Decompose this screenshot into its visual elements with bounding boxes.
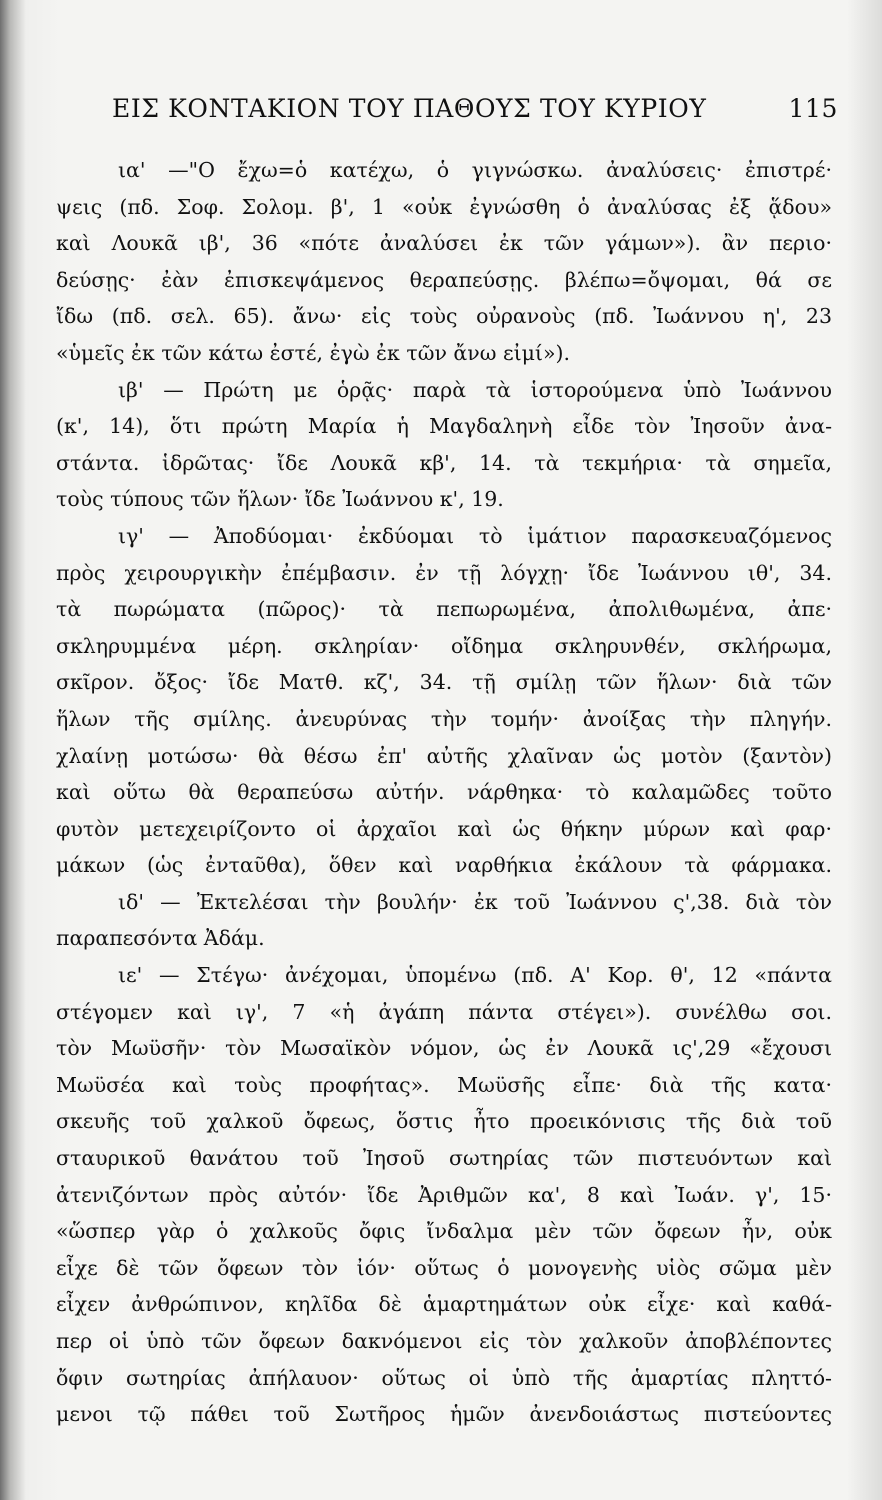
line-text: περ οἱ ὑπὸ τῶν ὄφεων δακνόμενοι εἰς τὸν χαλκοῦν ἀποβλέποντες — [56, 1329, 832, 1353]
line-text: παραπεσόντα Ἀδάμ. — [56, 926, 265, 951]
header-title: ΕΙΣ ΚΟΝΤΑΚΙΟΝ ΤΟΥ ΠΑΘΟΥΣ ΤΟΥ ΚΥΡΙΟΥ — [112, 94, 707, 123]
line-text: ἴδω (πδ. σελ. 65). ἄνω· εἰς τοὺς οὐρανοὺς (πδ. Ἰωάννου η', 23 — [56, 304, 832, 329]
text-line — [56, 555, 832, 592]
line-text: σκληρυμμένα μέρη. σκληρίαν· οἴδημα σκληρυνθέν, σκλήρωμα, — [56, 633, 832, 658]
text-line — [56, 774, 832, 811]
commentary-text — [56, 152, 832, 1433]
line-text: ιγ' — Ἀποδύομαι· ἐκδύομαι τὸ ἱμάτιον παρασκευαζόμενος — [118, 523, 832, 548]
line-text: εἶχε δὲ τῶν ὄφεων τὸν ἰόν· οὕτως ὁ μονογενὴς υἱὸς σῶμα μὲν — [56, 1255, 832, 1280]
line-text: μενοι τῷ πάθει τοῦ Σωτῆρος ἡμῶν ἀνενδοιάστως πιστεύοντες — [56, 1402, 832, 1427]
line-text: σκευῆς τοῦ χαλκοῦ ὄφεως, ὅστις ἦτο προεικόνισις τῆς διὰ τοῦ — [56, 1109, 832, 1134]
text-line — [56, 664, 832, 701]
text-line — [56, 189, 832, 226]
text-line — [56, 701, 832, 738]
line-text: φυτὸν μετεχειρίζοντο οἱ ἀρχαῖοι καὶ ὡς θήκην μύρων καὶ φαρ· — [56, 816, 832, 841]
line-text: καὶ οὕτω θὰ θεραπεύσω αὐτήν. νάρθηκα· τὸ καλαμῶδες τοῦτο — [56, 780, 832, 805]
line-text: ἥλων τῆς σμίλης. ἀνευρύνας τὴν τομήν· ἀνοίξας τὴν πληγήν. — [56, 706, 832, 731]
text-line — [56, 1396, 832, 1433]
line-text: «ὑμεῖς ἐκ τῶν κάτω ἐστέ, ἐγὼ ἐκ τῶν ἄνω εἰμί»). — [56, 340, 571, 365]
text-line — [56, 1213, 832, 1250]
text-line — [56, 445, 832, 482]
text-line — [56, 335, 832, 372]
text-line — [56, 920, 832, 957]
line-text: ια' —"Ο ἔχω=ὁ κατέχω, ὁ γιγνώσκω. ἀναλύσεις· ἐπιστρέ· — [118, 158, 832, 182]
text-line — [56, 372, 832, 409]
text-line — [56, 1030, 832, 1067]
line-text: ὄφιν σωτηρίας ἀπήλαυον· οὕτως οἱ ὑπὸ τῆς ἁμαρτίας πληττό- — [56, 1365, 832, 1390]
line-text: τὸν Μωϋσῆν· τὸν Μωσαϊκὸν νόμον, ὡς ἐν Λουκᾶ ις',29 «ἔχουσι — [56, 1036, 832, 1061]
text-line — [56, 298, 832, 335]
text-line — [56, 1177, 832, 1214]
line-text: τὰ πωρώματα (πῶρος)· τὰ πεπωρωμένα, ἀπολιθωμένα, ἀπε· — [56, 597, 832, 622]
line-text: ιε' — Στέγω· ἀνέχομαι, ὑπομένω (πδ. Α' Κορ. θ', 12 «πάντα — [118, 963, 832, 988]
line-text: εἶχεν ἀνθρώπινον, κηλῖδα δὲ ἁμαρτημάτων οὐκ εἶχε· καὶ καθά- — [56, 1292, 832, 1317]
text-line — [56, 957, 832, 994]
line-text: καὶ Λουκᾶ ιβ', 36 «πότε ἀναλύσει ἐκ τῶν γάμων»). ἂν περιο· — [56, 231, 832, 256]
page-number: 115 — [788, 94, 838, 123]
text-line — [56, 1140, 832, 1177]
line-text: στέγομεν καὶ ιγ', 7 «ἡ ἀγάπη πάντα στέγει»). συνέλθω σοι. — [56, 999, 832, 1024]
text-line — [56, 1103, 832, 1140]
text-line — [56, 1250, 832, 1287]
line-text: ιδ' — Ἐκτελέσαι τὴν βουλήν· ἐκ τοῦ Ἰωάννου ς',38. διὰ τὸν — [118, 889, 832, 914]
line-text: χλαίνῃ μοτώσω· θὰ θέσω ἐπ' αὐτῆς χλαῖναν ὡς μοτὸν (ξαντὸν) — [56, 743, 832, 768]
line-text: ἀτενιζόντων πρὸς αὐτόν· ἴδε Ἀριθμῶν κα', 8 καὶ Ἰωάν. γ', 15· — [56, 1182, 832, 1207]
text-line — [56, 481, 832, 518]
text-line — [56, 408, 832, 445]
line-text: ιβ' — Πρώτη με ὁρᾷς· παρὰ τὰ ἱστορούμενα ὑπὸ Ἰωάννου — [118, 377, 832, 402]
line-text: Μωϋσέα καὶ τοὺς προφήτας». Μωϋσῆς εἶπε· διὰ τῆς κατα· — [56, 1072, 832, 1097]
text-line — [56, 1323, 832, 1360]
text-line — [56, 591, 832, 628]
line-text: (κ', 14), ὅτι πρώτη Μαρία ἡ Μαγδαληνὴ εἶδε τὸν Ἰησοῦν ἀνα- — [56, 414, 832, 439]
text-line — [56, 1286, 832, 1323]
text-line — [56, 262, 832, 299]
text-line — [56, 811, 832, 848]
line-text: μάκων (ὡς ἐνταῦθα), ὅθεν καὶ ναρθήκια ἐκάλουν τὰ φάρμακα. — [56, 853, 832, 878]
line-text: δεύσῃς· ἐὰν ἐπισκεψάμενος θεραπεύσῃς. βλέπω=ὄψομαι, θά σε — [56, 267, 832, 292]
text-line — [56, 884, 832, 921]
text-line — [56, 152, 832, 189]
text-line — [56, 628, 832, 665]
line-text: σκῖρον. ὄξος· ἴδε Ματθ. κζ', 34. τῇ σμίλῃ τῶν ἥλων· διὰ τῶν — [56, 670, 832, 695]
line-text: σταυρικοῦ θανάτου τοῦ Ἰησοῦ σωτηρίας τῶν πιστευόντων καὶ — [56, 1146, 832, 1171]
line-text: πρὸς χειρουργικὴν ἐπέμβασιν. ἐν τῇ λόγχῃ· ἴδε Ἰωάννου ιθ', 34. — [56, 560, 832, 585]
text-line — [56, 225, 832, 262]
line-text: στάντα. ἱδρῶτας· ἴδε Λουκᾶ κβ', 14. τὰ τεκμήρια· τὰ σημεῖα, — [56, 450, 832, 475]
text-line — [56, 518, 832, 555]
text-line — [56, 1360, 832, 1397]
text-line — [56, 1067, 832, 1104]
text-line — [56, 994, 832, 1031]
line-text: τοὺς τύπους τῶν ἥλων· ἴδε Ἰωάννου κ', 19. — [56, 487, 504, 512]
running-header — [112, 94, 838, 134]
text-line — [56, 738, 832, 775]
line-text: «ὥσπερ γὰρ ὁ χαλκοῦς ὄφις ἴνδαλμα μὲν τῶν ὄφεων ἦν, οὐκ — [56, 1219, 832, 1244]
line-text: ψεις (πδ. Σοφ. Σολομ. β', 1 «οὐκ ἐγνώσθη ὁ ἀναλύσας ἐξ ᾅδου» — [56, 194, 832, 219]
text-line — [56, 847, 832, 884]
